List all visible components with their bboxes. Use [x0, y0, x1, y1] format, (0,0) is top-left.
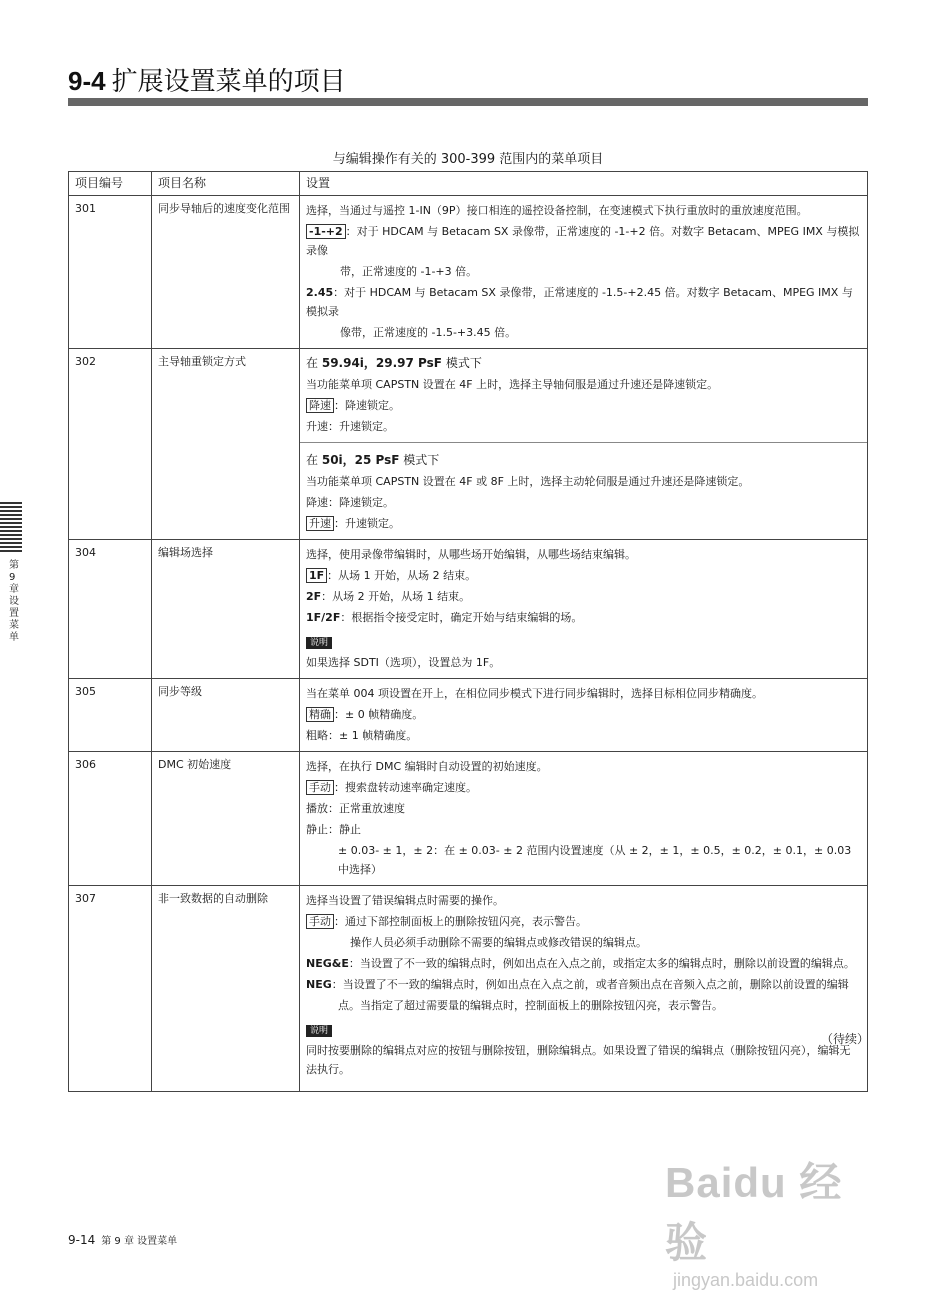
option-desc: ：± 0 帧精确度。 — [334, 708, 424, 721]
column-header: 项目名称 — [152, 172, 300, 196]
option-desc: ：根据指令接受定时，确定开始与结束编辑的场。 — [340, 611, 583, 624]
default-option: 精确 — [306, 707, 334, 722]
default-option: 手动 — [306, 914, 334, 929]
option-label: 2.45 — [306, 286, 334, 299]
setting-option — [306, 954, 861, 973]
setting-option — [306, 396, 861, 415]
section-number: 9-4 — [68, 66, 106, 96]
option-label: NEG&E — [306, 957, 349, 970]
watermark — [665, 1150, 885, 1290]
setting-text: 当功能菜单项 CAPSTN 设置在 4F 或 8F 上时，选择主动轮伺服是通过升速还是降速锁定。 — [306, 475, 750, 488]
item-name: 编辑场选择 — [152, 540, 300, 679]
mode-subsection — [300, 442, 867, 533]
default-option: -1-+2 — [306, 224, 346, 239]
setting-option — [306, 587, 861, 606]
setting-option — [306, 778, 861, 797]
table-row — [69, 349, 868, 540]
note-badge: 说明 — [306, 637, 332, 649]
setting-option: 粗略：± 1 帧精确度。 — [306, 729, 418, 742]
watermark-url: jingyan.baidu.com — [673, 1270, 819, 1290]
setting-option: 播放：正常重放速度 — [306, 802, 405, 815]
option-desc: ：通过下部控制面板上的删除按钮闪亮，表示警告。 — [334, 915, 587, 928]
column-header: 设置 — [300, 172, 868, 196]
default-option: 升速 — [306, 516, 334, 531]
note-text: 同时按要删除的编辑点对应的按钮与删除按钮，删除编辑点。如果设置了错误的编辑点（删除按钮闪亮），编辑无法执行。 — [306, 1044, 851, 1076]
mode-prefix: 在 — [306, 356, 319, 370]
page-number: 9-14 — [68, 1233, 96, 1247]
item-number: 301 — [69, 196, 152, 349]
setting-option — [306, 283, 861, 321]
note-badge: 说明 — [306, 1025, 332, 1037]
option-desc: ：搜索盘转动速率确定速度。 — [334, 781, 477, 794]
note-text: 如果选择 SDTI（选项），设置总为 1F。 — [306, 656, 501, 669]
default-option: 降速 — [306, 398, 334, 413]
setting-option: 升速：升速锁定。 — [306, 420, 394, 433]
option-desc: ：对于 HDCAM 与 Betacam SX 录像带，正常速度的 -1.5-+2.45 倍。对数字 Betacam、MPEG IMX 与模拟录 — [306, 286, 853, 318]
option-desc: ：从场 2 开始，从场 1 结束。 — [321, 590, 471, 603]
option-desc: ：对于 HDCAM 与 Betacam SX 录像带，正常速度的 -1-+2 倍。对数字 Betacam、MPEG IMX 与模拟录像 — [306, 225, 860, 257]
option-desc: ：从场 1 开始，从场 2 结束。 — [327, 569, 477, 582]
section-title: 扩展设置菜单的项目 — [111, 67, 346, 97]
mode-name: 59.94i，29.97 PsF — [321, 356, 442, 370]
item-setting — [300, 679, 868, 752]
option-label: 2F — [306, 590, 322, 603]
item-name: DMC 初始速度 — [152, 752, 300, 886]
default-option: 1F — [306, 568, 327, 583]
item-number: 307 — [69, 886, 152, 1092]
table-header-row — [69, 172, 868, 196]
mode-heading — [306, 354, 861, 373]
table-row — [69, 679, 868, 752]
mode-suffix: 模式下 — [445, 356, 482, 370]
page-footer — [68, 1232, 177, 1247]
mode-prefix: 在 — [306, 453, 319, 467]
note-block — [306, 1017, 861, 1039]
option-desc: ：升速锁定。 — [334, 517, 400, 530]
setting-text: 选择，使用录像带编辑时，从哪些场开始编辑，从哪些场结束编辑。 — [306, 548, 636, 561]
table-row — [69, 540, 868, 679]
footer-chapter: 第 9 章 设置菜单 — [101, 1236, 178, 1247]
page-title — [68, 64, 346, 99]
table-row — [69, 886, 868, 1092]
setting-option — [306, 912, 861, 931]
setting-text: 选择，当通过与遥控 1-IN（9P）接口相连的遥控设备控制，在变速模式下执行重放时的重放速度范围。 — [306, 204, 808, 217]
setting-text: 选择当设置了错误编辑点时需要的操作。 — [306, 894, 504, 907]
setting-option: ± 0.03- ± 1，± 2：在 ± 0.03- ± 2 范围内设置速度（从 ± 2，± 1，± 0.5，± 0.2，± 0.1，± 0.03 中选择） — [338, 844, 852, 876]
chapter-tab-marker — [0, 502, 22, 552]
option-desc-cont: 像带，正常速度的 -1.5-+3.45 倍。 — [340, 326, 517, 339]
table-row — [69, 196, 868, 349]
option-desc-cont: 点。当指定了超过需要量的编辑点时，控制面板上的删除按钮闪亮，表示警告。 — [338, 999, 723, 1012]
item-setting — [300, 349, 868, 540]
item-number: 302 — [69, 349, 152, 540]
setting-text: 当功能菜单项 CAPSTN 设置在 4F 上时，选择主导轴伺服是通过升速还是降速锁定。 — [306, 378, 719, 391]
setting-option — [306, 975, 861, 994]
option-label: 1F/2F — [306, 611, 341, 624]
column-header: 项目编号 — [69, 172, 152, 196]
note-block — [306, 629, 861, 651]
setting-option — [306, 222, 861, 260]
table-row — [69, 752, 868, 886]
option-desc: ：当设置了不一致的编辑点时，例如出点在入点之前，或指定太多的编辑点时，删除以前设置的编辑点。 — [348, 957, 855, 970]
menu-items-table — [68, 171, 868, 1092]
setting-option — [306, 514, 861, 533]
default-option: 手动 — [306, 780, 334, 795]
item-number: 306 — [69, 752, 152, 886]
table-caption: 与编辑操作有关的 300-399 范围内的菜单项目 — [332, 152, 604, 167]
mode-name: 50i，25 PsF — [321, 453, 400, 467]
item-setting — [300, 540, 868, 679]
mode-suffix: 模式下 — [403, 453, 440, 467]
item-name: 同步导轴后的速度变化范围 — [152, 196, 300, 349]
item-name: 非一致数据的自动删除 — [152, 886, 300, 1092]
option-desc-cont: 操作人员必须手动删除不需要的编辑点或修改错误的编辑点。 — [350, 936, 647, 949]
setting-option — [306, 608, 861, 627]
option-desc: ：降速锁定。 — [334, 399, 400, 412]
chapter-side-label: 第 9 章 设置菜单 — [9, 560, 19, 643]
option-label: NEG — [306, 978, 332, 991]
item-number: 304 — [69, 540, 152, 679]
setting-option: 静止：静止 — [306, 823, 361, 836]
option-desc-cont: 带，正常速度的 -1-+3 倍。 — [340, 265, 478, 278]
setting-text: 当在菜单 004 项设置在开上，在相位同步模式下进行同步编辑时，选择目标相位同步精确度。 — [306, 687, 763, 700]
item-name: 同步等级 — [152, 679, 300, 752]
option-desc: ：当设置了不一致的编辑点时，例如出点在入点之前，或者音频出点在音频入点之前，删除以前设置的编辑 — [331, 978, 849, 991]
continued-label: （待续） — [820, 1032, 869, 1046]
mode-heading — [306, 451, 861, 470]
setting-option — [306, 566, 861, 585]
item-setting — [300, 886, 868, 1092]
setting-option: 降速：降速锁定。 — [306, 496, 394, 509]
item-name: 主导轴重锁定方式 — [152, 349, 300, 540]
item-number: 305 — [69, 679, 152, 752]
item-setting — [300, 752, 868, 886]
title-rule — [68, 98, 868, 106]
setting-option — [306, 705, 861, 724]
watermark-logo: Baidu 经验 — [665, 1159, 843, 1266]
setting-text: 选择，在执行 DMC 编辑时自动设置的初始速度。 — [306, 760, 548, 773]
item-setting — [300, 196, 868, 349]
